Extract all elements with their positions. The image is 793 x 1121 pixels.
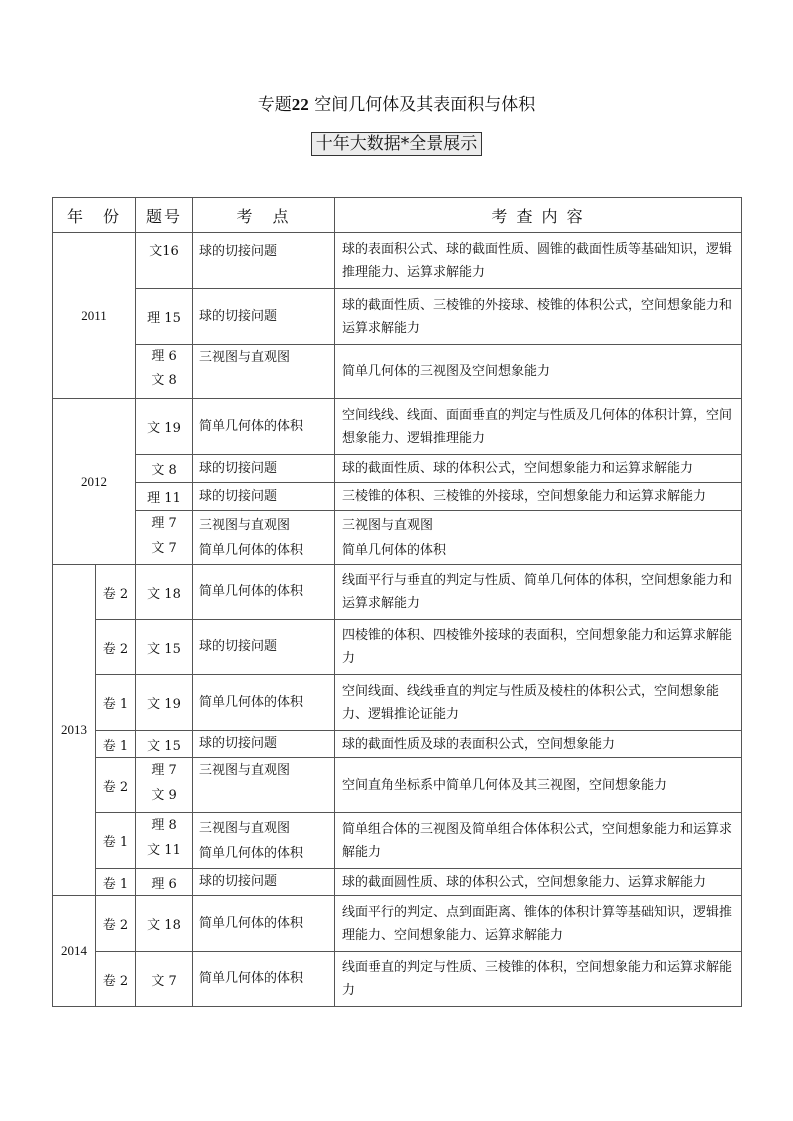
topic-cell: 三视图与直观图 简单几何体的体积: [193, 511, 335, 565]
table-row: [53, 896, 742, 952]
table-row: [53, 565, 742, 620]
content-cell: 线面垂直的判定与性质、三棱锥的体积，空间想象能力和运算求解能力: [335, 952, 742, 1007]
table-row: [53, 813, 742, 869]
question-number: 理 7 文 7: [136, 511, 193, 565]
volume-cell: 卷 1: [96, 731, 136, 758]
question-number: 文 15: [136, 620, 193, 675]
topic-cell: 球的切接问题: [193, 483, 335, 511]
content-cell: 线面平行与垂直的判定与性质、简单几何体的体积，空间想象能力和运算求解能力: [335, 565, 742, 620]
table-row: [53, 952, 742, 1007]
topic-cell: 球的切接问题: [193, 455, 335, 483]
volume-cell: 卷 2: [96, 565, 136, 620]
year-cell: 2014: [53, 896, 96, 1007]
year-cell: 2013: [53, 565, 96, 896]
question-number: 文 19: [136, 675, 193, 731]
header-number: 题号: [136, 198, 193, 233]
subtitle-container: [0, 132, 793, 156]
content-cell: 球的截面性质及球的表面积公式，空间想象能力: [335, 731, 742, 758]
topic-cell: 简单几何体的体积: [193, 952, 335, 1007]
question-number: 文 7: [136, 952, 193, 1007]
volume-cell: 卷 2: [96, 896, 136, 952]
question-number: 理 6 文 8: [136, 345, 193, 399]
topic-cell: 三视图与直观图: [193, 345, 335, 399]
table-row: [53, 455, 742, 483]
table-row: [53, 483, 742, 511]
question-number: 理 11: [136, 483, 193, 511]
topic-cell: 三视图与直观图 简单几何体的体积: [193, 813, 335, 869]
topic-cell: 简单几何体的体积: [193, 565, 335, 620]
content-cell: 球的表面积公式、球的截面性质、圆锥的截面性质等基础知识，逻辑推理能力、运算求解能力: [335, 233, 742, 289]
volume-cell: 卷 1: [96, 813, 136, 869]
exam-table: [52, 197, 742, 1007]
question-number: 文 18: [136, 565, 193, 620]
volume-cell: 卷 2: [96, 758, 136, 813]
question-number: 文 18: [136, 896, 193, 952]
page-title: [0, 94, 793, 116]
question-number: 文 19: [136, 399, 193, 455]
content-cell: 线面平行的判定、点到面距离、锥体的体积计算等基础知识，逻辑推理能力、空间想象能力、运算求解能力: [335, 896, 742, 952]
header-content: 考 查 内 容: [335, 198, 742, 233]
title-number: 22: [291, 95, 309, 114]
question-number: 文16: [136, 233, 193, 289]
content-cell: 三视图与直观图 简单几何体的体积: [335, 511, 742, 565]
question-number: 理 7 文 9: [136, 758, 193, 813]
content-cell: 空间线线、线面、面面垂直的判定与性质及几何体的体积计算，空间想象能力、逻辑推理能力: [335, 399, 742, 455]
content-cell: 球的截面性质、三棱锥的外接球、棱锥的体积公式，空间想象能力和运算求解能力: [335, 289, 742, 345]
question-number: 理 6: [136, 869, 193, 896]
table-header-row: [53, 198, 742, 233]
table-row: [53, 758, 742, 813]
title-prefix: 专题: [257, 95, 292, 115]
question-number: 理 8 文 11: [136, 813, 193, 869]
title-text: 空间几何体及其表面积与体积: [314, 95, 536, 115]
topic-cell: 简单几何体的体积: [193, 896, 335, 952]
question-number: 理 15: [136, 289, 193, 345]
table-row: [53, 620, 742, 675]
volume-cell: 卷 2: [96, 620, 136, 675]
volume-cell: 卷 2: [96, 952, 136, 1007]
content-cell: 空间直角坐标系中简单几何体及其三视图，空间想象能力: [335, 758, 742, 813]
content-cell: 空间线面、线线垂直的判定与性质及棱柱的体积公式，空间想象能力、逻辑推论证能力: [335, 675, 742, 731]
question-number: 文 8: [136, 455, 193, 483]
header-topic: 考 点: [193, 198, 335, 233]
content-cell: 四棱锥的体积、四棱锥外接球的表面积，空间想象能力和运算求解能力: [335, 620, 742, 675]
subtitle-box: 十年大数据*全景展示: [311, 132, 483, 156]
topic-cell: 三视图与直观图: [193, 758, 335, 813]
table-row: [53, 289, 742, 345]
year-cell: 2011: [53, 233, 136, 399]
content-cell: 球的截面性质、球的体积公式，空间想象能力和运算求解能力: [335, 455, 742, 483]
table-row: [53, 731, 742, 758]
content-cell: 球的截面圆性质、球的体积公式，空间想象能力、运算求解能力: [335, 869, 742, 896]
topic-cell: 简单几何体的体积: [193, 675, 335, 731]
topic-cell: 简单几何体的体积: [193, 399, 335, 455]
header-year: 年 份: [53, 198, 136, 233]
topic-cell: 球的切接问题: [193, 233, 335, 289]
topic-cell: 球的切接问题: [193, 869, 335, 896]
table-row: [53, 233, 742, 289]
year-cell: 2012: [53, 399, 136, 565]
volume-cell: 卷 1: [96, 869, 136, 896]
topic-cell: 球的切接问题: [193, 731, 335, 758]
topic-cell: 球的切接问题: [193, 289, 335, 345]
content-cell: 简单几何体的三视图及空间想象能力: [335, 345, 742, 399]
table-row: [53, 511, 742, 565]
topic-cell: 球的切接问题: [193, 620, 335, 675]
table-row: [53, 399, 742, 455]
volume-cell: 卷 1: [96, 675, 136, 731]
table-row: [53, 675, 742, 731]
table-row: [53, 869, 742, 896]
content-cell: 三棱锥的体积、三棱锥的外接球，空间想象能力和运算求解能力: [335, 483, 742, 511]
table-row: [53, 345, 742, 399]
content-cell: 简单组合体的三视图及简单组合体体积公式，空间想象能力和运算求解能力: [335, 813, 742, 869]
question-number: 文 15: [136, 731, 193, 758]
